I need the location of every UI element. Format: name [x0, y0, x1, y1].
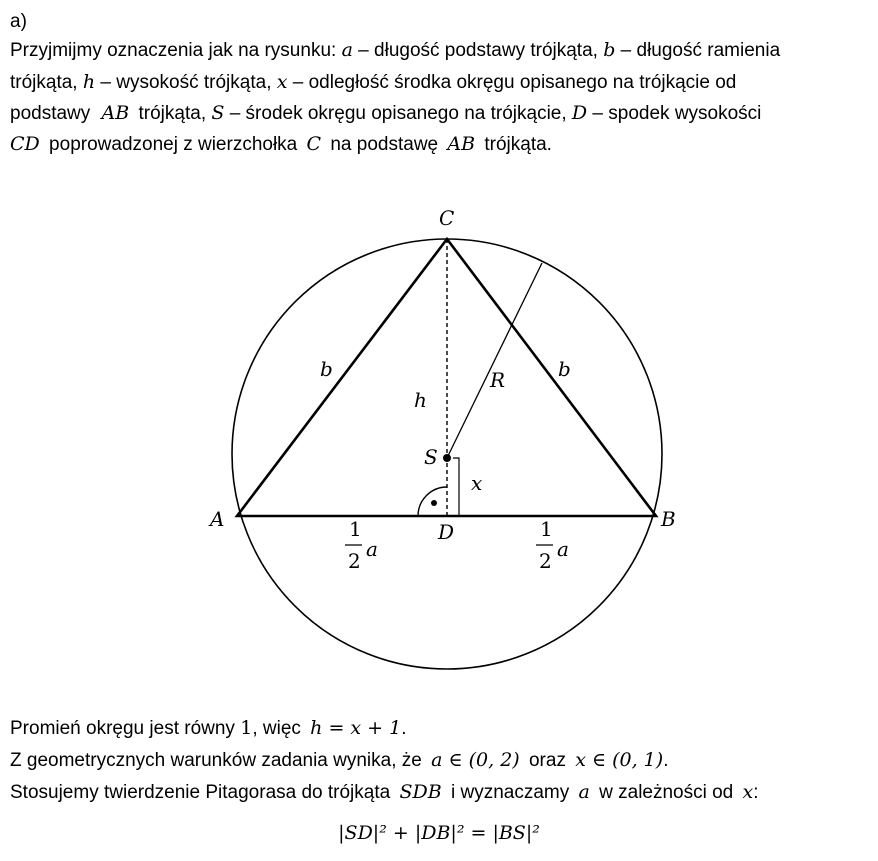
label-x: x	[471, 471, 483, 495]
eq-h: h	[310, 717, 323, 739]
eq-rest: = x + 1	[322, 717, 402, 739]
after-text: i wyznaczamy	[445, 782, 575, 803]
intro-text: – długość ramienia	[615, 40, 781, 61]
fraction-denominator: 2	[539, 549, 552, 573]
var-a: a	[341, 39, 353, 61]
label-D: D	[438, 520, 455, 544]
fraction-var: a	[366, 537, 378, 561]
after-text: , więc	[252, 718, 307, 739]
after-line-3	[10, 780, 759, 805]
intro-text: – odległość środka okręgu opisanego na trójkącie od	[287, 72, 737, 93]
var-CD: CD	[10, 133, 40, 155]
intro-text: – wysokość trójkąta,	[95, 72, 277, 93]
intro-text: trójkąta.	[479, 134, 552, 155]
after-text: oraz	[523, 750, 572, 771]
var-C: C	[306, 133, 322, 155]
pythagoras-equation	[0, 820, 878, 847]
label-B: B	[661, 507, 676, 531]
var-AB: AB	[447, 133, 476, 155]
after-text: Z geometrycznych warunków zadania wynika, że	[10, 750, 428, 771]
var-x: x	[276, 71, 288, 93]
after-line-1	[10, 716, 407, 741]
label-h: h	[414, 388, 427, 412]
after-text: .	[663, 750, 669, 771]
label-S: S	[424, 445, 438, 469]
intro-text: na podstawę	[325, 134, 444, 155]
part-label: a)	[10, 11, 27, 32]
condition-a: a ∈ (0, 2)	[431, 749, 520, 771]
x-bracket	[453, 458, 459, 516]
intro-text: poprowadzonej z wierzchołka	[43, 134, 303, 155]
right-angle-dot	[431, 500, 437, 506]
label-b-left: b	[320, 357, 333, 381]
after-text: .	[401, 718, 407, 739]
half-a-left	[345, 517, 378, 573]
after-text: Stosujemy twierdzenie Pitagorasa do trójkąta	[10, 782, 396, 803]
intro-text: – spodek wysokości	[587, 103, 762, 124]
intro-text: – środek okręgu opisanego na trójkącie,	[224, 103, 572, 124]
after-text: Promień okręgu jest równy	[10, 718, 241, 739]
radius-R	[447, 263, 542, 458]
fraction-numerator: 1	[540, 517, 553, 541]
var-a: a	[578, 781, 590, 803]
condition-x: x ∈ (0, 1)	[575, 749, 664, 771]
var-x: x	[742, 781, 754, 803]
fraction-numerator: 1	[349, 517, 362, 541]
half-a-right	[536, 517, 569, 573]
equation-text: |SD|² + |DB|² = |BS|²	[338, 822, 540, 844]
var-SDB: SDB	[399, 781, 442, 803]
after-text: w zależności od	[593, 782, 739, 803]
var-b: b	[603, 39, 616, 61]
isosceles-triangle	[237, 239, 656, 516]
fraction-var: a	[557, 537, 569, 561]
intro-text: trójkąta,	[133, 103, 212, 124]
label-R: R	[490, 368, 506, 392]
var-AB: AB	[101, 102, 130, 124]
intro-text: Przyjmijmy oznaczenia jak na rysunku:	[10, 40, 342, 61]
after-line-2	[10, 748, 668, 773]
value-one: 1	[240, 717, 253, 739]
var-S: S	[211, 102, 225, 124]
fraction-denominator: 2	[348, 549, 361, 573]
var-D: D	[571, 102, 588, 124]
label-b-right: b	[558, 357, 571, 381]
label-A: A	[210, 507, 225, 531]
after-text: :	[753, 782, 759, 803]
var-h: h	[82, 71, 96, 93]
intro-text: trójkąta,	[10, 72, 83, 93]
label-C: C	[439, 206, 455, 230]
intro-text: podstawy	[10, 103, 96, 124]
intro-text: – długość podstawy trójkąta,	[352, 40, 604, 61]
center-point-S	[443, 454, 451, 462]
